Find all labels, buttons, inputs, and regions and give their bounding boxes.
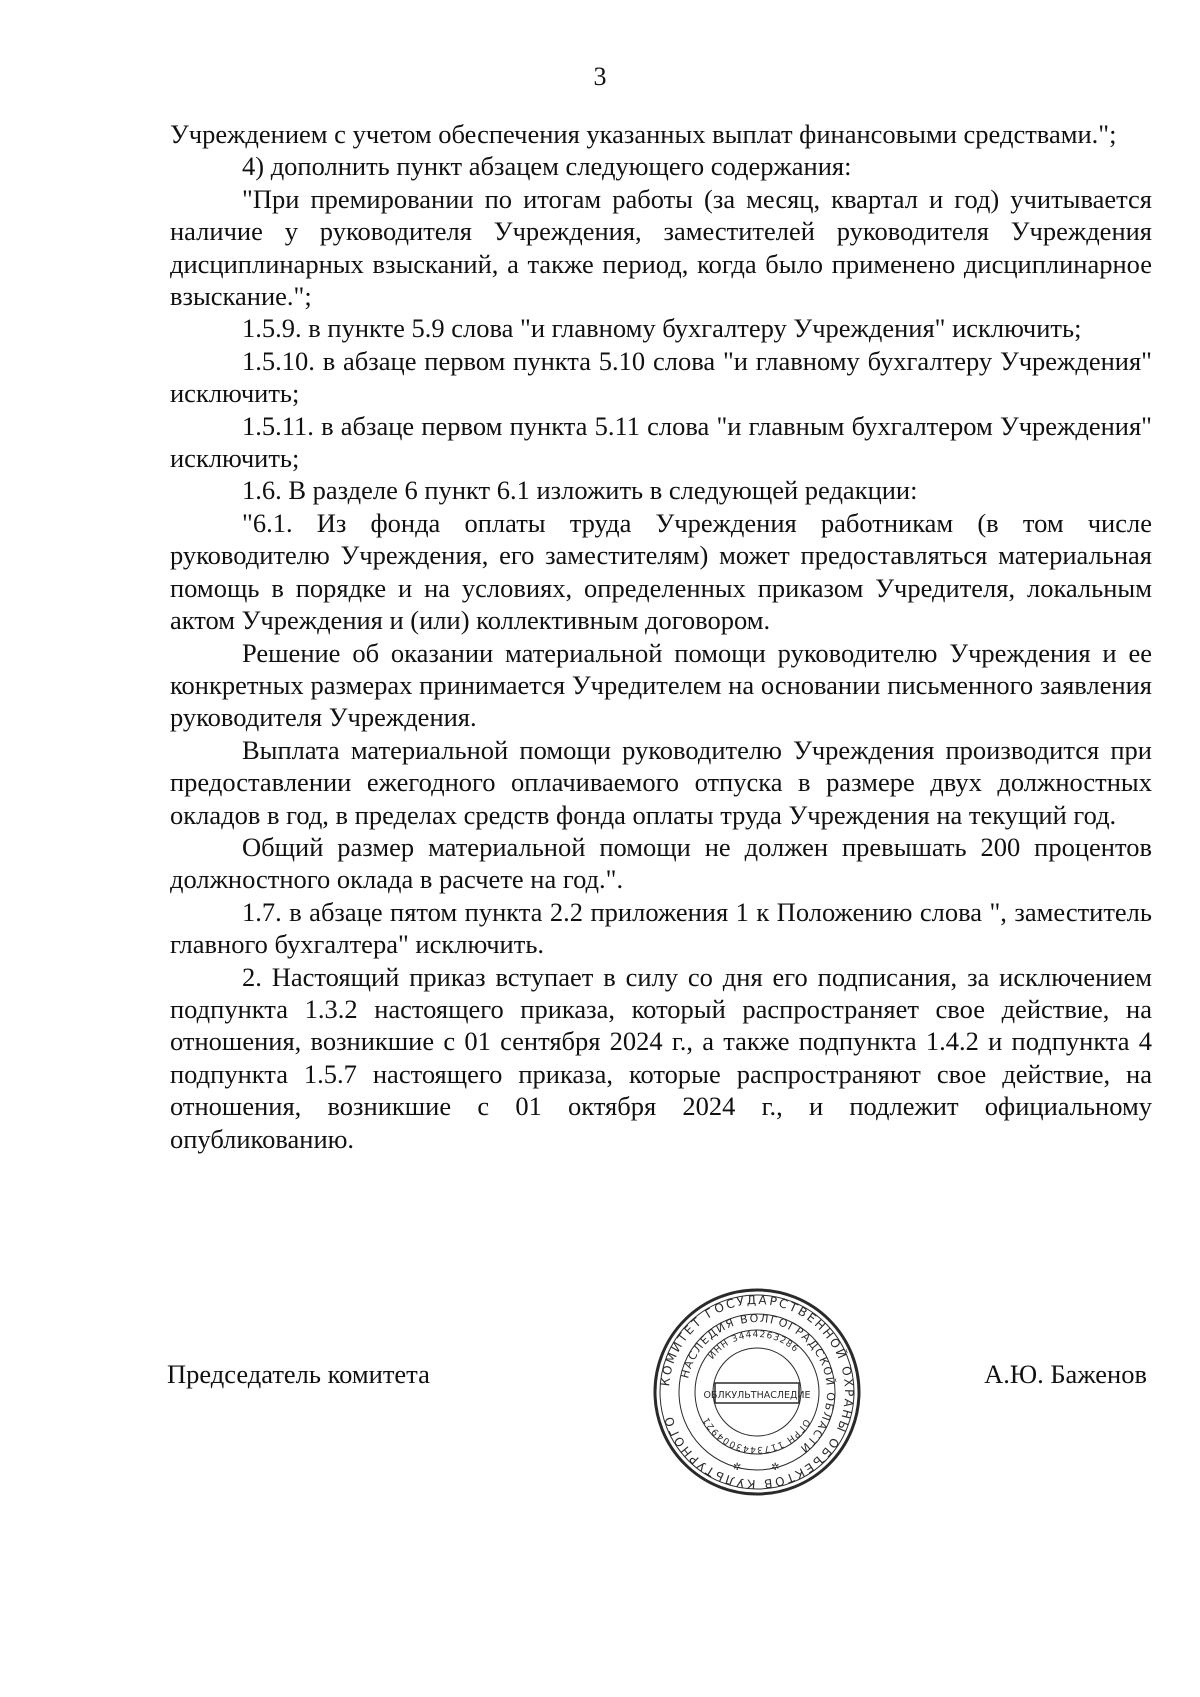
paragraph: 2. Настоящий приказ вступает в силу со дня его подписания, за исключением подпункта 1.3.2 настоящего приказа, который распространяет свое действие, на отношения, возникшие с 01 сентября 2024 г., а также подпункта 1.4.2 и подпункта 4 подпункта 1.5.7 настоящего приказа, которые распространяют свое действие, на отношения, возникшие с 01 октября 2024 г., и подлежит официальному опубликованию. xyxy=(170,961,1152,1154)
paragraph: 1.5.11. в абзаце первом пункта 5.11 слова "и главным бухгалтером Учреждения" исключить; xyxy=(170,410,1152,474)
seal-star-right: ✲ xyxy=(771,1462,780,1473)
seal-center-text: ОБЛКУЛЬТНАСЛЕДИЕ xyxy=(703,1390,811,1401)
paragraph: 1.7. в абзаце пятом пункта 2.2 приложения 1 к Положению слова ", заместитель главного бухгалтера" исключить. xyxy=(170,896,1152,960)
svg-text:ОГРН 1173443004921 xyxy=(701,1414,811,1454)
paragraph: 1.5.9. в пункте 5.9 слова "и главному бухгалтеру Учреждения" исключить; xyxy=(242,313,1082,344)
page-number: 3 xyxy=(593,62,607,91)
seal-outer-text: КОМИТЕТ ГОСУДАРСТВЕННОЙ ОХРАНЫ ОБЪЕКТОВ КУЛЬТУРНОГО xyxy=(658,1292,857,1492)
seal-star-left: ✲ xyxy=(733,1462,742,1473)
paragraph: Учреждением с учетом обеспечения указанных выплат финансовыми средствами."; xyxy=(170,119,1117,149)
seal-ogrn-text: ОГРН 1173443004921 xyxy=(701,1414,812,1455)
signatory-name: А.Ю. Баженов xyxy=(984,1359,1147,1389)
paragraph: 1.5.10. в абзаце первом пункта 5.10 слова "и главному бухгалтеру Учреждения" исключить; xyxy=(170,345,1152,409)
paragraph: Общий размер материальной помощи не должен превышать 200 процентов должностного оклада в расчете на год.". xyxy=(170,831,1152,895)
paragraph: "При премировании по итогам работы (за месяц, квартал и год) учитывается наличие у руководителя Учреждения, заместителей руководителя Учреждения дисциплинарных взысканий, а также период, когда было применено дисциплинарное взыскание."; xyxy=(170,183,1152,312)
paragraph: Выплата материальной помощи руководителю Учреждения производится при предоставлении ежегодного оплачиваемого отпуска в размере двух должностных окладов в год, в пределах средств фонда оплаты труда Учреждения на текущий год. xyxy=(170,734,1152,830)
paragraph: 1.6. В разделе 6 пункт 6.1 изложить в следующей редакции: xyxy=(242,475,918,506)
signatory-position: Председатель комитета xyxy=(167,1359,430,1389)
paragraph: 4) дополнить пункт абзацем следующего содержания: xyxy=(242,151,852,182)
seal-inn-text: ИНН 3444263286 xyxy=(707,1329,801,1362)
paragraph: Решение об оказании материальной помощи руководителю Учреждения и ее конкретных размерах принимается Учредителем на основании письменного заявления руководителя Учреждения. xyxy=(170,637,1152,733)
seal-inner-text: НАСЛЕДИЯ ВОЛГОГРАДСКОЙ ОБЛАСТИ xyxy=(678,1311,838,1457)
paragraph: "6.1. Из фонда оплаты труда Учреждения работникам (в том числе руководителю Учреждения, его заместителям) может предоставляться материальная помощь в порядке и на условиях, определенных приказом Учредителя, локальным актом Учреждения и (или) коллективным договором. xyxy=(170,507,1152,636)
document-body xyxy=(170,118,1152,1155)
official-seal xyxy=(651,1285,863,1499)
